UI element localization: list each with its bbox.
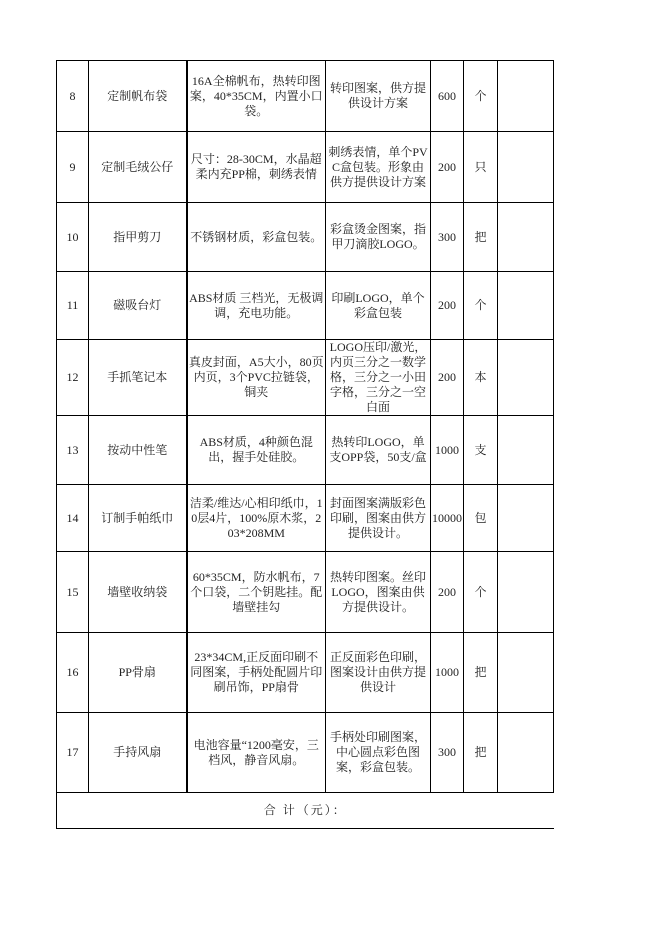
table-row xyxy=(57,272,554,340)
item-blank xyxy=(498,485,554,552)
item-name: 按动中性笔 xyxy=(89,416,187,485)
item-blank xyxy=(498,132,554,203)
table-row xyxy=(57,416,554,485)
item-unit: 把 xyxy=(464,203,498,272)
item-unit: 个 xyxy=(464,272,498,340)
item-spec: 16A全棉帆布，热转印图案，40*35CM，内置小口袋。 xyxy=(187,61,326,132)
item-number: 16 xyxy=(57,633,89,713)
item-unit: 只 xyxy=(464,132,498,203)
table-row xyxy=(57,340,554,416)
item-unit: 个 xyxy=(464,552,498,633)
item-spec: 电池容量“1200毫安，三档风，静音风扇。 xyxy=(187,713,326,793)
item-number: 8 xyxy=(57,61,89,132)
table-body xyxy=(57,61,554,793)
item-name: 墙壁收纳袋 xyxy=(89,552,187,633)
item-quantity: 10000 xyxy=(431,485,464,552)
table-row xyxy=(57,61,554,132)
item-number: 17 xyxy=(57,713,89,793)
item-quantity: 300 xyxy=(431,713,464,793)
table-row xyxy=(57,713,554,793)
table-row xyxy=(57,552,554,633)
item-name: PP骨扇 xyxy=(89,633,187,713)
total-label: 合 计（元）： xyxy=(57,793,554,829)
item-blank xyxy=(498,416,554,485)
item-name: 手持风扇 xyxy=(89,713,187,793)
item-blank xyxy=(498,340,554,416)
item-process: 热转印图案。丝印LOGO，图案由供方提供设计。 xyxy=(326,552,431,633)
item-unit: 把 xyxy=(464,633,498,713)
item-blank xyxy=(498,552,554,633)
item-name: 磁吸台灯 xyxy=(89,272,187,340)
item-blank xyxy=(498,61,554,132)
item-spec: ABS材质，4种颜色混出，握手处硅胶。 xyxy=(187,416,326,485)
item-process: 彩盒烫金图案，指甲刀滴胶LOGO。 xyxy=(326,203,431,272)
item-blank xyxy=(498,713,554,793)
table-row xyxy=(57,132,554,203)
item-quantity: 300 xyxy=(431,203,464,272)
item-spec: ABS材质 三档光，无极调调，充电功能。 xyxy=(187,272,326,340)
item-spec: 60*35CM，防水帆布，7个口袋，二个钥匙挂。配墙壁挂勾 xyxy=(187,552,326,633)
table-row xyxy=(57,485,554,552)
item-number: 10 xyxy=(57,203,89,272)
item-number: 13 xyxy=(57,416,89,485)
item-unit: 把 xyxy=(464,713,498,793)
item-spec: 尺寸：28-30CM，水晶超柔内充PP棉，刺绣表情 xyxy=(187,132,326,203)
item-name: 手抓笔记本 xyxy=(89,340,187,416)
item-process: 封面图案满版彩色印刷，图案由供方提供设计。 xyxy=(326,485,431,552)
item-number: 14 xyxy=(57,485,89,552)
item-spec: 不锈钢材质，彩盒包装。 xyxy=(187,203,326,272)
item-quantity: 200 xyxy=(431,552,464,633)
item-number: 12 xyxy=(57,340,89,416)
item-name: 指甲剪刀 xyxy=(89,203,187,272)
item-name: 订制手帕纸巾 xyxy=(89,485,187,552)
item-quantity: 200 xyxy=(431,132,464,203)
table-row xyxy=(57,203,554,272)
item-process: 转印图案，供方提供设计方案 xyxy=(326,61,431,132)
item-quantity: 200 xyxy=(431,340,464,416)
item-process: 热转印LOGO，单支OPP袋，50支/盒 xyxy=(326,416,431,485)
item-process: 手柄处印刷图案，中心圆点彩色图案，彩盒包装。 xyxy=(326,713,431,793)
item-blank xyxy=(498,272,554,340)
item-process: 正反面彩色印刷，图案设计由供方提供设计 xyxy=(326,633,431,713)
item-name: 定制毛绒公仔 xyxy=(89,132,187,203)
table-row xyxy=(57,633,554,713)
item-process: LOGO压印/激光，内页三分之一数学格，三分之一小田字格，三分之一空白面 xyxy=(326,340,431,416)
item-process: 刺绣表情，单个PVC盒包装。形象由供方提供设计方案 xyxy=(326,132,431,203)
item-blank xyxy=(498,633,554,713)
item-quantity: 1000 xyxy=(431,633,464,713)
quotation-table xyxy=(56,60,554,829)
item-unit: 支 xyxy=(464,416,498,485)
item-spec: 23*34CM,正反面印刷不同图案，手柄处配圆片印刷吊饰，PP扇骨 xyxy=(187,633,326,713)
item-blank xyxy=(498,203,554,272)
item-number: 15 xyxy=(57,552,89,633)
item-quantity: 600 xyxy=(431,61,464,132)
item-spec: 真皮封面，A5大小，80页内页，3个PVC拉链袋，铜夹 xyxy=(187,340,326,416)
item-process: 印刷LOGO，单个彩盒包装 xyxy=(326,272,431,340)
item-unit: 包 xyxy=(464,485,498,552)
item-quantity: 1000 xyxy=(431,416,464,485)
item-number: 11 xyxy=(57,272,89,340)
item-unit: 本 xyxy=(464,340,498,416)
item-number: 9 xyxy=(57,132,89,203)
item-unit: 个 xyxy=(464,61,498,132)
item-quantity: 200 xyxy=(431,272,464,340)
item-spec: 洁柔/维达/心相印纸巾，10层4片，100%原木浆，203*208MM xyxy=(187,485,326,552)
total-row xyxy=(57,793,554,829)
item-name: 定制帆布袋 xyxy=(89,61,187,132)
